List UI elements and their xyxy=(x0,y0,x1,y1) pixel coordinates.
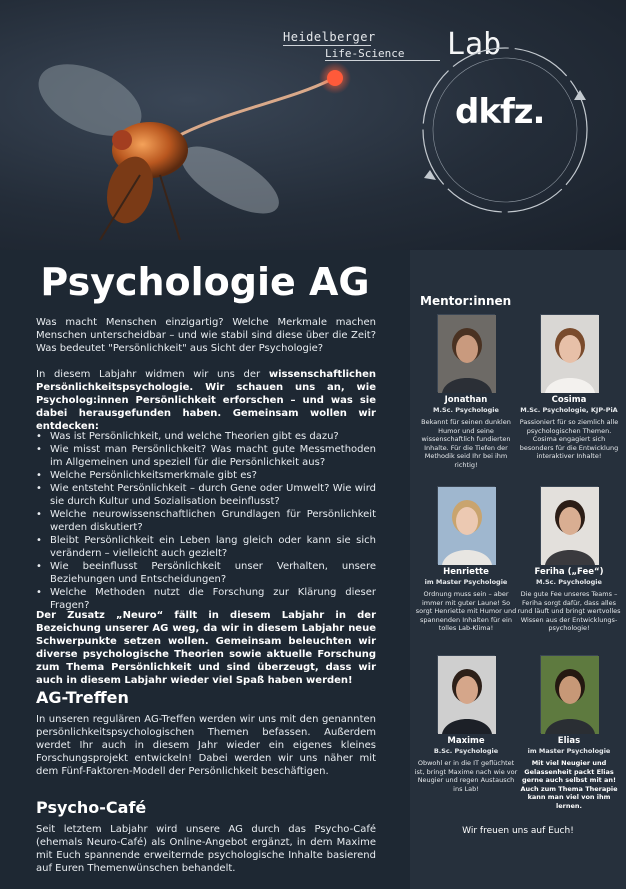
ag-treffen-text: In unseren regulären AG-Treffen werden wir uns mit den genannten persönlichkeitspsychologischen Themen befassen. Außerdem werdet Ihr auch in diesem Jahr wieder ein eigenes kleines Forschungsprojekt entwickeln! Dabei werden wir uns näher mit dem Fünf-Faktoren-Modell der Persönlichkeit beschäftigen. xyxy=(36,714,376,777)
focus-lead: In diesem Labjahr widmen wir uns der xyxy=(36,369,269,380)
list-item: • Was ist Persönlichkeit, und welche Theorien gibt es dazu? xyxy=(36,430,376,443)
mentor-photo xyxy=(437,655,495,733)
mentor-description: Passioniert für so ziemlich alle psychologischen Themen. Cosima engagiert sich besonders für die Entwicklung interaktiver Inhalte! xyxy=(519,418,619,460)
fly-illustration xyxy=(30,40,390,250)
mentor-photo xyxy=(437,314,495,392)
mentor-name: Cosima xyxy=(551,395,587,405)
psycho-cafe-text: Seit letztem Labjahr wird unsere AG durch das Psycho-Café (ehemals Neuro-Café) als Online-Angebot ergänzt, in dem Maxime mit Euch spannende erweiternde psychologische Inhalte basierend auf Euren Themenwünschen behandelt. xyxy=(36,824,376,874)
mentor-card xyxy=(517,486,621,633)
mentor-card xyxy=(414,655,518,793)
mentor-card xyxy=(517,655,621,810)
brand-life-science: Life-Science xyxy=(325,47,405,60)
mentor-description: Obwohl er in die IT geflüchtet ist, bringt Maxime nach wie vor Neugier und regen Austausch ins Lab! xyxy=(414,759,518,793)
mentor-role: B.Sc. Psychologie xyxy=(433,747,499,755)
mentor-role: M.Sc. Psychologie xyxy=(536,578,602,586)
brand-lab: Lab xyxy=(447,27,502,62)
mentor-description: Bekannt für seinen dunklen Humor und seine wissenschaftlich fundierten Inhalte. Für die Tiefen der Methodik seid Ihr bei ihm richtig! xyxy=(421,418,511,469)
header-image xyxy=(0,0,626,250)
ag-treffen-heading: AG-Treffen xyxy=(36,688,129,707)
list-item: • Welche neurowissenschaftlichen Grundlagen für Persönlichkeit werden diskutiert? xyxy=(36,508,376,534)
mentor-name: Henriette xyxy=(443,567,489,577)
mentor-photo xyxy=(540,486,598,564)
mentor-name: Feriha („Fee“) xyxy=(534,567,604,577)
mentor-photo xyxy=(437,486,495,564)
mentor-description: Die gute Fee unseres Teams – Feriha sorgt dafür, dass alles rund läuft und bringt wertvolles Wissen aus der Entwicklungs-psychologie! xyxy=(517,590,621,632)
page-title: Psychologie AG xyxy=(40,260,370,304)
focus-paragraph xyxy=(36,368,376,433)
mentor-description: Mit viel Neugier und Gelassenheit packt Elias gerne auch selbst mit an! Auch zum Thema Therapie kann man viel von ihm lernen. xyxy=(520,759,618,810)
focus-rest: Wir schauen uns an, wie Psycholog:innen Persönlichkeit erforschen – und was sie dabei herausgefunden haben. Gemeinsam wollen wir entdecken: xyxy=(36,382,376,432)
mentor-card xyxy=(517,314,621,461)
list-item: • Welche Methoden nutzt die Forschung zur Klärung dieser Fragen? xyxy=(36,586,376,612)
list-item: • Welche Persönlichkeitsmerkmale gibt es? xyxy=(36,469,376,482)
brand-underline xyxy=(283,45,371,46)
neuro-paragraph: Der Zusatz „Neuro“ fällt in diesem Labjahr in der Bezeichung unserer AG weg, da wir in diesem Labjahr neue Schwerpunkte setzen wollen. Gemeinsam beleuchten wir diverse psychologische Theorien sowie aktuelle Forschung zum Thema Persönlichkeit und sind überzeugt, dass wir auch in diesem Labjahr wieder viel Spaß haben werden! xyxy=(36,610,376,686)
mentor-name: Jonathan xyxy=(444,395,488,405)
mentors-heading: Mentor:innen xyxy=(420,294,512,308)
mentor-description: Ordnung muss sein – aber immer mit guter Laune! So sorgt Henriette mit Humor und spannenden Inhalten für ein tolles Lab-Klima! xyxy=(415,590,517,632)
mentor-photo xyxy=(540,314,598,392)
question-list xyxy=(36,430,376,612)
focus-strong: wissenschaftlichen Persönlichkeitspsychologie. xyxy=(36,369,376,393)
mentor-role: M.Sc. Psychologie xyxy=(433,406,499,414)
closing-text: Wir freuen uns auf Euch! xyxy=(462,826,574,836)
mentor-role: im Master Psychologie xyxy=(527,747,611,755)
intro-paragraph: Was macht Menschen einzigartig? Welche Merkmale machen Menschen unterscheidbar – und wie stabil sind diese über die Zeit? Was bedeutet "Persönlichkeit" aus Sicht der Psychologie? xyxy=(36,317,376,354)
list-item: • Wie beeinflusst Persönlichkeit unser Verhalten, unsere Beziehungen und Entscheidungen? xyxy=(36,560,376,586)
mentor-card xyxy=(414,314,518,469)
mentor-photo xyxy=(540,655,598,733)
dkfz-logo: dkfz. xyxy=(455,92,545,132)
mentor-role: M.Sc. Psychologie, KJP-PiA xyxy=(520,406,618,414)
brand-heidelberger: Heidelberger xyxy=(283,30,376,44)
psycho-cafe-heading: Psycho-Café xyxy=(36,798,147,817)
list-item: • Bleibt Persönlichkeit ein Leben lang gleich oder kann sie sich verändern – vielleicht auch gezielt? xyxy=(36,534,376,560)
mentor-card xyxy=(414,486,518,633)
list-item: • Wie misst man Persönlichkeit? Was macht gute Messmethoden im Allgemeinen und speziell für die Persönlichkeit aus? xyxy=(36,443,376,469)
mentor-name: Maxime xyxy=(447,736,485,746)
mentor-name: Elias xyxy=(557,736,581,746)
mentor-role: im Master Psychologie xyxy=(424,578,508,586)
list-item: • Wie entsteht Persönlichkeit – durch Gene oder Umwelt? Wie wird sie durch Kultur und Sozialisation beeinflusst? xyxy=(36,482,376,508)
